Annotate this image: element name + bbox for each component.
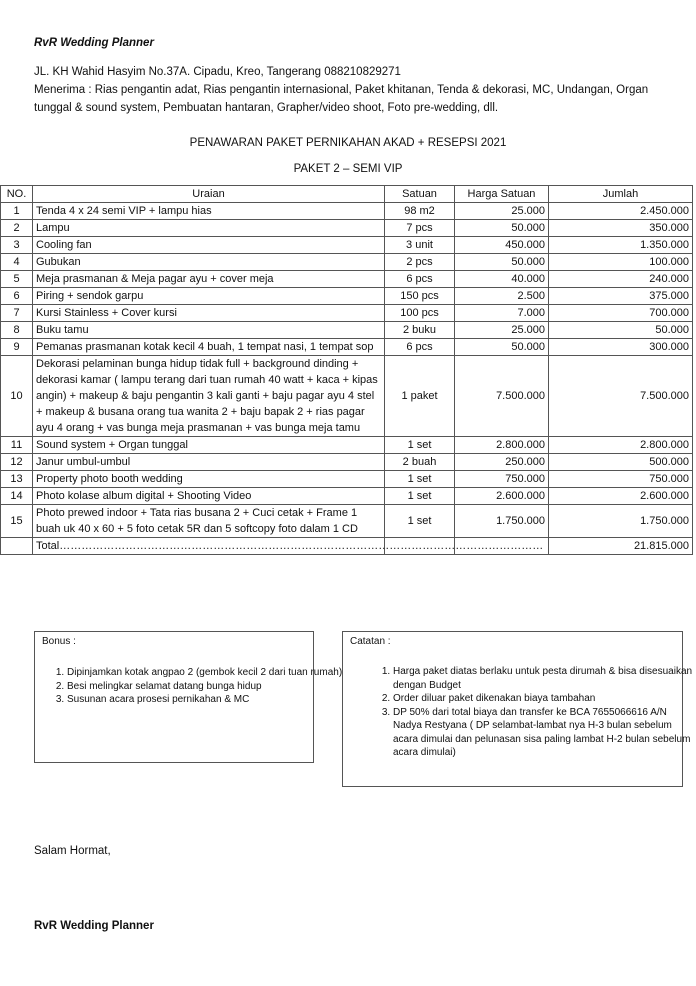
total-row	[1, 538, 693, 555]
table-row	[1, 505, 693, 538]
row-harga: 25.000	[455, 322, 549, 339]
row-jumlah: 375.000	[549, 288, 693, 305]
notes-list	[361, 665, 693, 760]
row-uraian: Dekorasi pelaminan bunga hidup tidak full + background dinding + dekorasi kamar ( lampu terang dari tuan rumah 40 watt + kaca + kipas angin) + makeup & baju pengantin 3 kali ganti + baju pagar ayu 4 stel + makeup & busana orang tua wanita 2 + baju bapak 2 + rias pagar ayu 4 orang + vas bunga meja prasmanan + vas bunga meja tamu	[33, 356, 385, 437]
col-header-jumlah: Jumlah	[549, 186, 693, 203]
notes-item: 3. DP 50% dari total biaya dan transfer ke BCA 7655066616 A/N Nadya Restyana ( DP selambat-lambat nya H-3 bulan sebelum acara dimulai dan pelunasan sisa paling lambat H-2 bulan sebelum acara dimulai)	[393, 706, 693, 760]
signature-company: RvR Wedding Planner	[34, 920, 154, 932]
table-row	[1, 237, 693, 254]
row-jumlah: 1.350.000	[549, 237, 693, 254]
row-harga: 450.000	[455, 237, 549, 254]
row-harga: 1.750.000	[455, 505, 549, 538]
row-uraian: Janur umbul-umbul	[33, 454, 385, 471]
row-harga: 7.500.000	[455, 356, 549, 437]
row-no: 11	[1, 437, 33, 454]
total-label: Total……………………………………………………………………………………………………………………	[33, 538, 385, 555]
row-uraian: Photo kolase album digital + Shooting Video	[33, 488, 385, 505]
col-header-uraian: Uraian	[33, 186, 385, 203]
table-row	[1, 488, 693, 505]
row-no: 15	[1, 505, 33, 538]
row-satuan: 150 pcs	[385, 288, 455, 305]
row-satuan: 100 pcs	[385, 305, 455, 322]
row-harga: 2.800.000	[455, 437, 549, 454]
row-uraian: Photo prewed indoor + Tata rias busana 2 + Cuci cetak + Frame 1 buah uk 40 x 60 + 5 foto cetak 5R dan 5 softcopy foto dalam 1 CD	[33, 505, 385, 538]
row-satuan: 2 buah	[385, 454, 455, 471]
row-no: 7	[1, 305, 33, 322]
notes-item: 2. Order diluar paket dikenakan biaya tambahan	[393, 692, 693, 706]
row-uraian: Pemanas prasmanan kotak kecil 4 buah, 1 tempat nasi, 1 tempat sop	[33, 339, 385, 356]
row-no: 5	[1, 271, 33, 288]
row-harga: 25.000	[455, 203, 549, 220]
row-jumlah: 1.750.000	[549, 505, 693, 538]
row-satuan: 2 pcs	[385, 254, 455, 271]
row-no: 2	[1, 220, 33, 237]
row-harga: 50.000	[455, 220, 549, 237]
table-row	[1, 471, 693, 488]
package-title: PAKET 2 – SEMI VIP	[293, 163, 403, 175]
row-uraian: Gubukan	[33, 254, 385, 271]
company-name: RvR Wedding Planner	[34, 37, 154, 49]
table-row	[1, 220, 693, 237]
total-no-cell	[1, 538, 33, 555]
row-uraian: Kursi Stainless + Cover kursi	[33, 305, 385, 322]
row-uraian: Property photo booth wedding	[33, 471, 385, 488]
row-uraian: Tenda 4 x 24 semi VIP + lampu hias	[33, 203, 385, 220]
table-row	[1, 437, 693, 454]
row-uraian: Buku tamu	[33, 322, 385, 339]
row-uraian: Lampu	[33, 220, 385, 237]
company-services: Menerima : Rias pengantin adat, Rias pengantin internasional, Paket khitanan, Tenda & dekorasi, MC, Undangan, Organ tunggal & sound system, Pembuatan hantaran, Grapher/video shoot, Foto pre-wedding, dll.	[34, 84, 649, 114]
row-jumlah: 300.000	[549, 339, 693, 356]
table-row	[1, 339, 693, 356]
row-harga: 750.000	[455, 471, 549, 488]
row-uraian: Piring + sendok garpu	[33, 288, 385, 305]
table-header-row	[1, 186, 693, 203]
row-satuan: 1 set	[385, 488, 455, 505]
row-jumlah: 2.450.000	[549, 203, 693, 220]
row-jumlah: 240.000	[549, 271, 693, 288]
company-address: JL. KH Wahid Hasyim No.37A. Cipadu, Kreo, Tangerang 088210829271	[34, 66, 401, 78]
row-harga: 50.000	[455, 254, 549, 271]
row-no: 4	[1, 254, 33, 271]
notes-box	[342, 631, 693, 787]
row-satuan: 1 paket	[385, 356, 455, 437]
row-no: 8	[1, 322, 33, 339]
row-harga: 2.600.000	[455, 488, 549, 505]
row-jumlah: 2.600.000	[549, 488, 693, 505]
table-row	[1, 305, 693, 322]
notes-item: 1. Harga paket diatas berlaku untuk pesta dirumah & bisa disesuaikan dengan Budget	[393, 665, 693, 692]
table-row	[1, 271, 693, 288]
row-harga: 7.000	[455, 305, 549, 322]
table-row	[1, 254, 693, 271]
row-satuan: 7 pcs	[385, 220, 455, 237]
row-uraian: Sound system + Organ tunggal	[33, 437, 385, 454]
table-row	[1, 322, 693, 339]
table-row	[1, 203, 693, 220]
row-jumlah: 750.000	[549, 471, 693, 488]
row-satuan: 1 set	[385, 471, 455, 488]
row-satuan: 6 pcs	[385, 339, 455, 356]
table-row	[1, 288, 693, 305]
closing-salutation: Salam Hormat,	[34, 845, 111, 857]
row-jumlah: 700.000	[549, 305, 693, 322]
notes-title: Catatan :	[350, 636, 391, 647]
row-jumlah: 7.500.000	[549, 356, 693, 437]
row-harga: 40.000	[455, 271, 549, 288]
row-jumlah: 500.000	[549, 454, 693, 471]
table-row	[1, 454, 693, 471]
row-harga: 250.000	[455, 454, 549, 471]
bonus-list	[35, 666, 343, 707]
table-row	[1, 356, 693, 437]
row-jumlah: 100.000	[549, 254, 693, 271]
row-harga: 2.500	[455, 288, 549, 305]
row-jumlah: 2.800.000	[549, 437, 693, 454]
row-satuan: 1 set	[385, 505, 455, 538]
bonus-title: Bonus :	[42, 636, 76, 647]
row-no: 9	[1, 339, 33, 356]
bonus-item: 1. Dipinjamkan kotak angpao 2 (gembok kecil 2 dari tuan rumah)	[67, 666, 343, 680]
bonus-item: 2. Besi melingkar selamat datang bunga hidup	[67, 680, 343, 694]
row-jumlah: 350.000	[549, 220, 693, 237]
row-no: 6	[1, 288, 33, 305]
row-no: 12	[1, 454, 33, 471]
row-satuan: 2 buku	[385, 322, 455, 339]
row-uraian: Cooling fan	[33, 237, 385, 254]
row-uraian: Meja prasmanan & Meja pagar ayu + cover meja	[33, 271, 385, 288]
row-satuan: 1 set	[385, 437, 455, 454]
row-satuan: 3 unit	[385, 237, 455, 254]
row-no: 14	[1, 488, 33, 505]
col-header-satuan: Satuan	[385, 186, 455, 203]
row-satuan: 98 m2	[385, 203, 455, 220]
row-jumlah: 50.000	[549, 322, 693, 339]
offer-title: PENAWARAN PAKET PERNIKAHAN AKAD + RESEPSI 2021	[189, 137, 507, 149]
col-header-no: NO.	[1, 186, 33, 203]
bonus-box	[34, 631, 343, 763]
row-satuan: 6 pcs	[385, 271, 455, 288]
row-no: 3	[1, 237, 33, 254]
company-info	[34, 63, 684, 117]
row-no: 1	[1, 203, 33, 220]
price-table	[0, 185, 693, 555]
bonus-item: 3. Susunan acara prosesi pernikahan & MC	[67, 693, 343, 707]
col-header-harga: Harga Satuan	[455, 186, 549, 203]
row-harga: 50.000	[455, 339, 549, 356]
row-no: 13	[1, 471, 33, 488]
row-no: 10	[1, 356, 33, 437]
total-value: 21.815.000	[549, 538, 693, 555]
